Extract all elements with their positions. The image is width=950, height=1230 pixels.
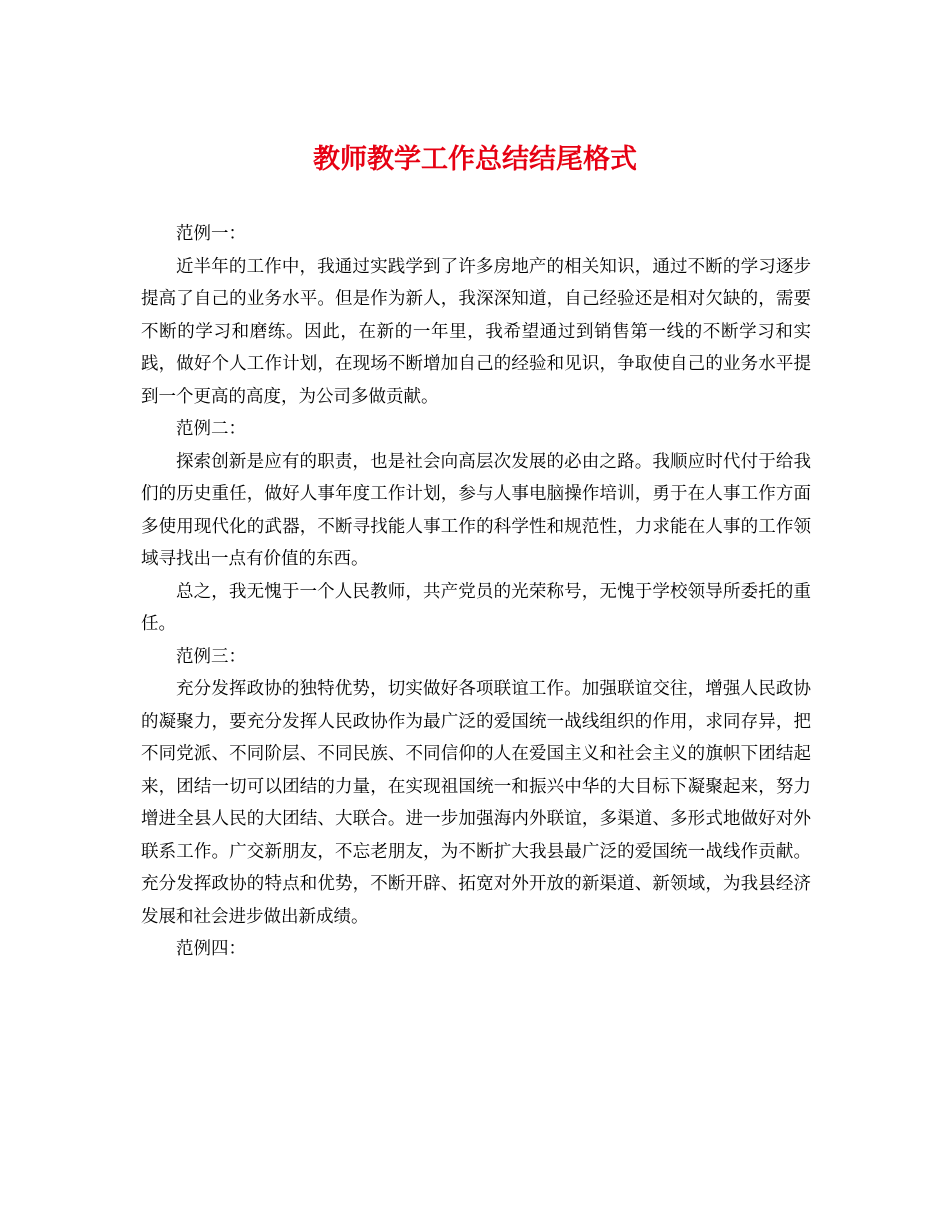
paragraph-example-3: 充分发挥政协的独特优势，切实做好各项联谊工作。加强联谊交往，增强人民政协的凝聚力，要充分发挥人民政协作为最广泛的爱国统一战线组织的作用，求同存异，把不同党派、不同阶层、不同民族、不同信仰的人在爱国主义和社会主义的旗帜下团结起来，团结一切可以团结的力量，在实现祖国统一和振兴中华的大目标下凝聚起来，努力增进全县人民的大团结、大联合。进一步加强海内外联谊，多渠道、多形式地做好对外联系工作。广交新朋友，不忘老朋友，为不断扩大我县最广泛的爱国统一战线作贡献。充分发挥政协的特点和优势，不断开辟、拓宽对外开放的新渠道、新领域，为我县经济发展和社会进步做出新成绩。: [141, 679, 811, 927]
paragraph-conclusion: 总之，我无愧于一个人民教师，共产党员的光荣称号，无愧于学校领导所委托的重任。: [141, 581, 811, 634]
section-heading-example-3: 范例三：: [176, 646, 246, 667]
section-heading-example-1: 范例一：: [176, 224, 246, 244]
document-body: [141, 218, 811, 966]
section-heading-example-2: 范例二：: [176, 419, 246, 439]
paragraph-example-2: 探索创新是应有的职责，也是社会向高层次发展的必由之路。我顺应时代付于给我们的历史重任，做好人事年度工作计划，参与人事电脑操作培训，勇于在人事工作方面多使用现代化的武器，不断寻找能人事工作的科学性和规范性，力求能在人事的工作领域寻找出一点有价值的东西。: [141, 451, 811, 569]
paragraph-example-1: 近半年的工作中，我通过实践学到了许多房地产的相关知识，通过不断的学习逐步提高了自己的业务水平。但是作为新人，我深深知道，自己经验还是相对欠缺的，需要不断的学习和磨练。因此，在新的一年里，我希望通过到销售第一线的不断学习和实践，做好个人工作计划，在现场不断增加自己的经验和见识，争取使自己的业务水平提到一个更高的高度，为公司多做贡献。: [141, 256, 811, 407]
section-heading-example-4: 范例四：: [176, 939, 246, 959]
document-title: 教师教学工作总结结尾格式: [313, 144, 637, 175]
